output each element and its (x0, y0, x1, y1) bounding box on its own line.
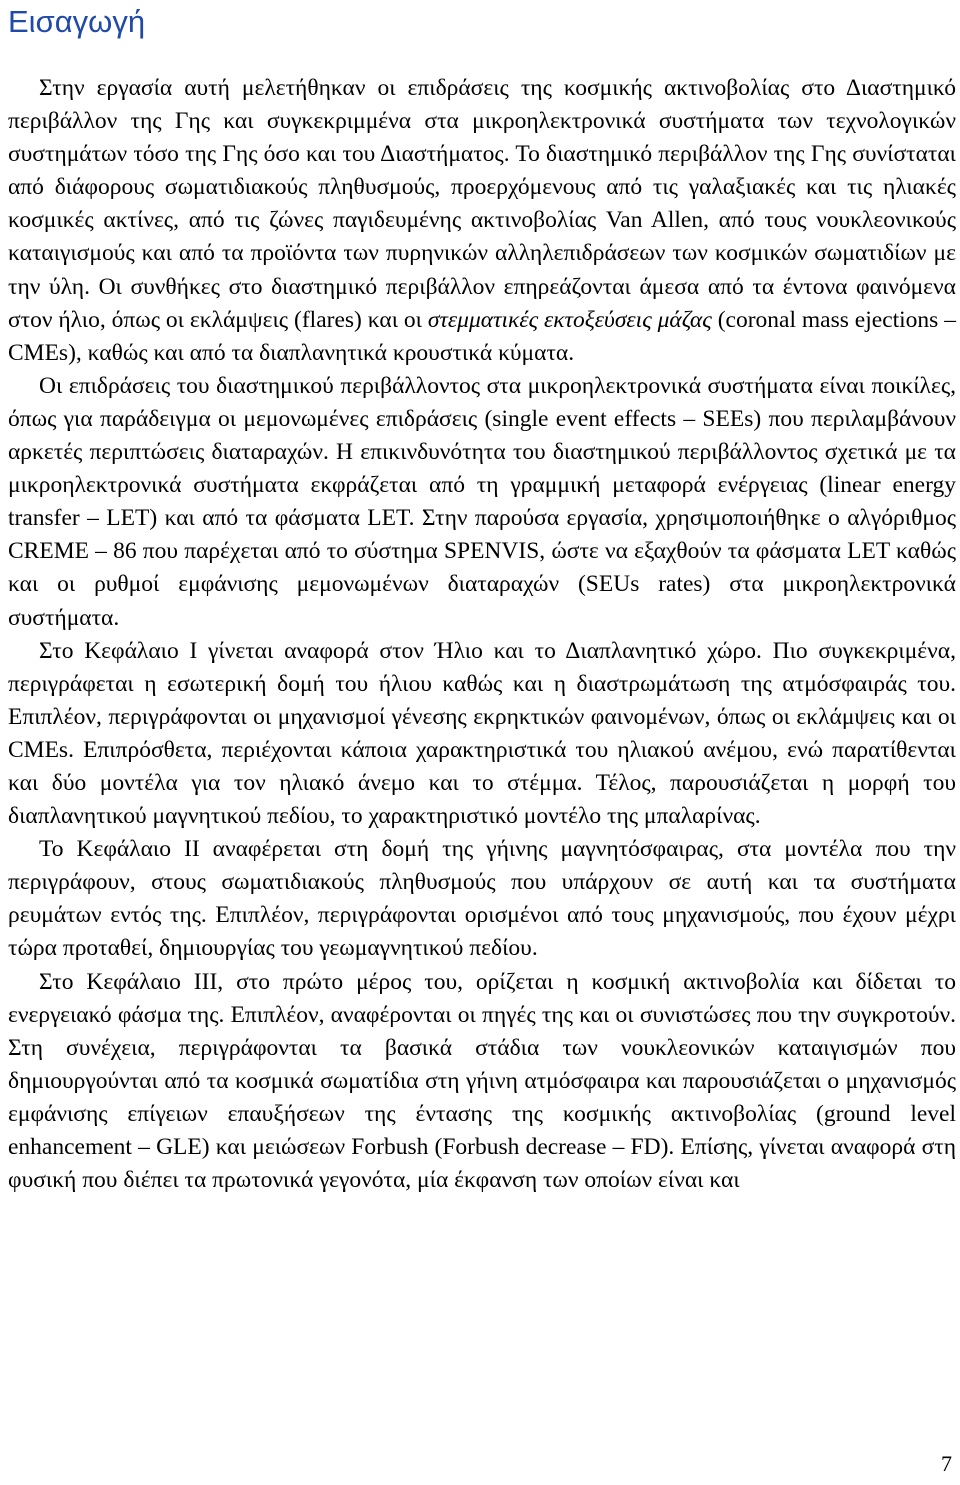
section-heading: Εισαγωγή (8, 4, 146, 39)
paragraph-3: Στο Κεφάλαιο I γίνεται αναφορά στον Ήλιο και το Διαπλανητικό χώρο. Πιο συγκεκριμένα, περιγράφεται η εσωτερική δομή του ήλιου καθώς και η διαστρωμάτωση της ατμόσφαιράς του. Επιπλέον, περιγράφονται οι μηχανισμοί γένεσης εκρηκτικών φαινομένων, όπως οι εκλάμψεις και οι CMEs. Επιπρόσθετα, περιέχονται κάποια χαρακτηριστικά του ηλιακού ανέμου, ενώ παρατίθενται και δύο μοντέλα για τον ηλιακό άνεμο και το στέμμα. Τέλος, παρουσιάζεται η μορφή του διαπλανητικού μαγνητικού πεδίου, το χαρακτηριστικό μοντέλο της μπαλαρίνας. (8, 637, 956, 830)
paragraph-1-text-end: (coronal mass ejections – CMEs), καθώς και από τα διαπλανητικά κρουστικά κύματα. (8, 306, 956, 366)
paragraph-1 (8, 72, 956, 370)
paragraph-4: Το Κεφάλαιο II αναφέρεται στη δομή της γήινης μαγνητόσφαιρας, στα μοντέλα που την περιγράφουν, στους σωματιδιακούς πληθυσμούς που υπάρχουν σε αυτή και τα συστήματα ρευμάτων εντός της. Επιπλέον, περιγράφονται ορισμένοι από τους μηχανισμούς, που έχουν μέχρι τώρα προταθεί, δημιουργίας του γεωμαγνητικού πεδίου. (8, 836, 956, 962)
paragraph-5: Στο Κεφάλαιο III, στο πρώτο μέρος του, ορίζεται η κοσμική ακτινοβολία και δίδεται το ενεργειακό φάσμα της. Επιπλέον, αναφέρονται οι πηγές της και οι συνιστώσες που την συγκροτούν. Στη συνέχεια, περιγράφονται τα βασικά στάδια των νουκλεονικών καταιγισμών που δημιουργούνται από τα κοσμικά σωματίδια στη γήινη ατμόσφαιρα και παρουσιάζεται ο μηχανισμός εμφάνισης επίγειων επαυξήσεων της έντασης της κοσμικής ακτινοβολίας (ground level enhancement – GLE) και μειώσεων Forbush (Forbush decrease – FD). Επίσης, γίνεται αναφορά στη φυσική που διέπει τα πρωτονικά γεγονότα, μία έκφανση των οποίων είναι και (8, 968, 956, 1194)
italic-term: στεμματικές εκτοξεύσεις μάζας (427, 306, 712, 333)
paragraph-2: Οι επιδράσεις του διαστημικού περιβάλλοντος στα μικροηλεκτρονικά συστήματα είναι ποικίλες, όπως για παράδειγμα οι μεμονωμένες επιδράσεις (single event effects – SEEs) που περιλαμβάνουν αρκετές περιπτώσεις διαταραχών. Η επικινδυνότητα του διαστημικού περιβάλλοντος σχετικά με τα μικροηλεκτρονικά συστήματα εκφράζεται από τη γραμμική μεταφορά ενέργειας (linear energy transfer – LET) και από τα φάσματα LET. Στην παρούσα εργασία, χρησιμοποιήθηκε ο αλγόριθμος CREME – 86 που παρέχεται από το σύστημα SPENVIS, ώστε να εξαχθούν τα φάσματα LET καθώς και οι ρυθμοί εμφάνισης μεμονωμένων διαταραχών (SEUs rates) στα μικροηλεκτρονικά συστήματα. (8, 372, 956, 631)
page-number: 7 (941, 1451, 952, 1476)
body-text (8, 72, 956, 1197)
paragraph-1-text: Στην εργασία αυτή μελετήθηκαν οι επιδράσεις της κοσμικής ακτινοβολίας στο Διαστημικό περιβάλλον της Γης και συγκεκριμμένα στα μικροηλεκτρονικά συστήματα των τεχνολογικών συστημάτων τόσο της Γης όσο και του Διαστήματος. Το διαστημικό περιβάλλον της Γης συνίσταται από διάφορους σωματιδιακούς πληθυσμούς, προερχόμενους από τις γαλαξιακές και τις ηλιακές κοσμικές ακτίνες, από τις ζώνες παγιδευμένης ακτινοβολίας Van Allen, από τους νουκλεονικούς καταιγισμούς και από τα προϊόντα των πυρηνικών αλληλεπιδράσεων των κοσμικών σωματιδίων με την ύλη. Οι συνθήκες στο διαστημικό περιβάλλον επηρεάζονται άμεσα από τα έντονα φαινόμενα στον ήλιο, όπως οι εκλάμψεις (flares) και οι (8, 75, 956, 333)
